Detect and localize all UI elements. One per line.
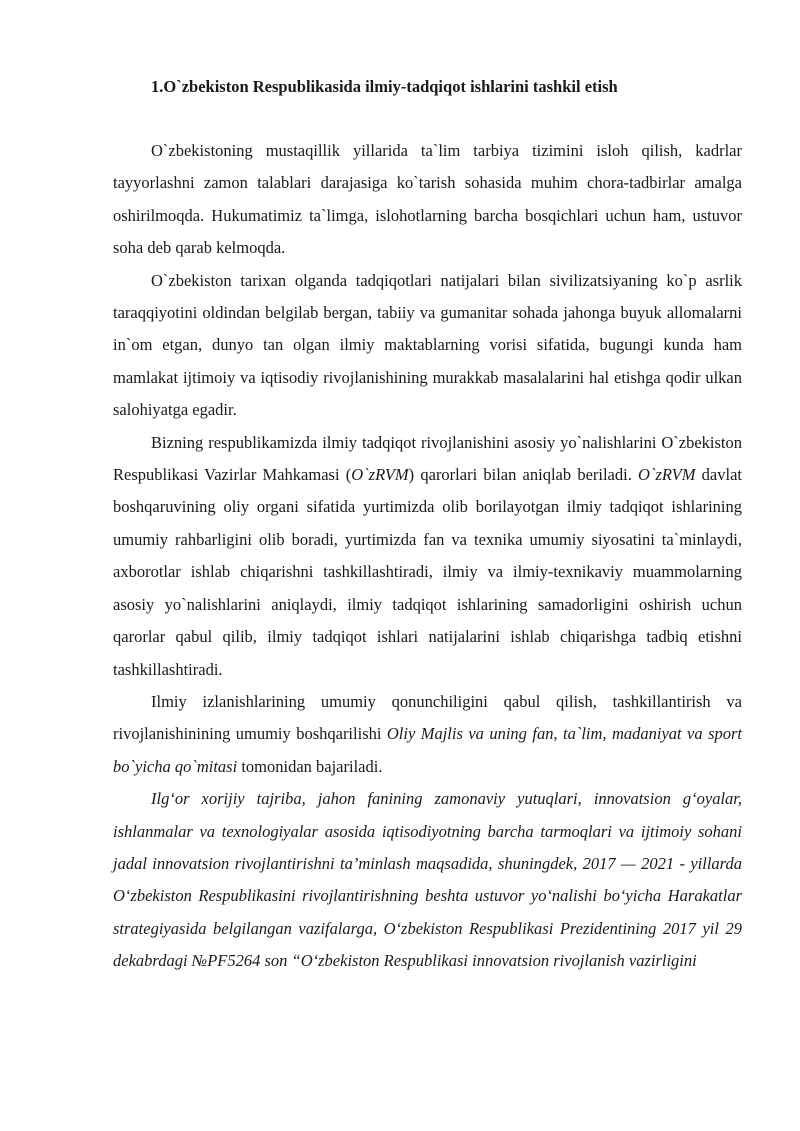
paragraph-4-text-a: Ilmiy izlanishlarining umumiy qonunchiligini qabul qilish, tashkillantirish va rivojlanishinining umumiy boshqarilishi (113, 691, 742, 744)
paragraph-3-text-e: davlat boshqaruvining oliy organi sifatida yurtimizda olib borilayotgan ilmiy tadqiqot ishlarining umumiy rahbarligini olib boradi, yurtimizda fan va texnika umumiy siyosatini ta`minlaydi, axborotlar ishlab chiqarishni tashkillashtiradi, ilmiy va ilmiy-texnikaviy muammolarning asosiy yo`nalishlarini aniqlaydi, ilmiy tadqiqot ishlarining samadorligini oshirish uchun qarorlar qabul qilib, ilmiy tadqiqot ishlari natijalarini ishlab chiqarishga tadbiq etishni tashkillashtiradi. (113, 465, 742, 679)
paragraph-4-committee: Oliy Majlis va uning fan, ta`lim, madaniyat va sport bo`yicha qo`mitasi (113, 724, 742, 776)
paragraph-4-text-c: tomonidan bajariladi. (237, 756, 383, 776)
section-title: 1.O`zbekiston Respublikasida ilmiy-tadqiqot ishlarini tashkil etish (151, 77, 618, 96)
document-body (113, 135, 742, 978)
paragraph-3-abbr-1: O`zRVM (351, 465, 409, 485)
paragraph-3-text-c: ) qarorlari bilan aniqlab beriladi. (408, 465, 639, 485)
paragraph-5: Ilg‘or xorijiy tajriba, jahon fanining zamonaviy yutuqlari, innovatsion g‘oyalar, ishlanmalar va texnologiyalar asosida iqtisodiyotning barcha tarmoqlari va ijtimoiy sohani jadal innovatsion rivojlantirishni ta’minlash maqsadida, shuningdek, 2017 — 2021 - yillarda O‘zbekiston Respublikasini rivojlantirishning beshta ustuvor yo‘nalishi bo‘yicha Harakatlar strategiyasida belgilangan vazifalarga, O‘zbekiston Respublikasi Prezidentining 2017 yil 29 dekabrdagi №PF5264 son “O‘zbekiston Respublikasi innovatsion rivojlanish vazirligini (113, 789, 742, 971)
paragraph-2: O`zbekiston tarixan olganda tadqiqotlari natijalari bilan sivilizatsiyaning ko`p asrlik taraqqiyotini oldindan belgilab bergan, tabiiy va gumanitar sohada jahonga buyuk allomalarni in`om etgan, dunyo tan olgan ilmiy maktablarning vorisi sifatida, bugungi kunda ham mamlakat ijtimoiy va iqtisodiy rivojlanishining murakkab masalalarini hal etishga qodir ulkan salohiyatga egadir. (113, 270, 742, 420)
paragraph-3-abbr-2: O`zRVM (638, 465, 696, 485)
paragraph-1: O`zbekistoning mustaqillik yillarida ta`lim tarbiya tizimini isloh qilish, kadrlar tayyorlashni zamon talablari darajasiga ko`tarish sohasida muhim chora-tadbirlar amalga oshirilmoqda. Hukumatimiz ta`limga, islohotlarning barcha bosqichlari uchun ham, ustuvor soha deb qarab kelmoqda. (113, 141, 742, 258)
paragraph-4 (113, 686, 742, 783)
paragraph-3-text-a: Bizning respublikamizda ilmiy tadqiqot rivojlanishini asosiy yo`nalishlarini O`zbekiston Respublikasi Vazirlar Mahkamasi ( (113, 432, 742, 485)
paragraph-3 (113, 427, 742, 686)
